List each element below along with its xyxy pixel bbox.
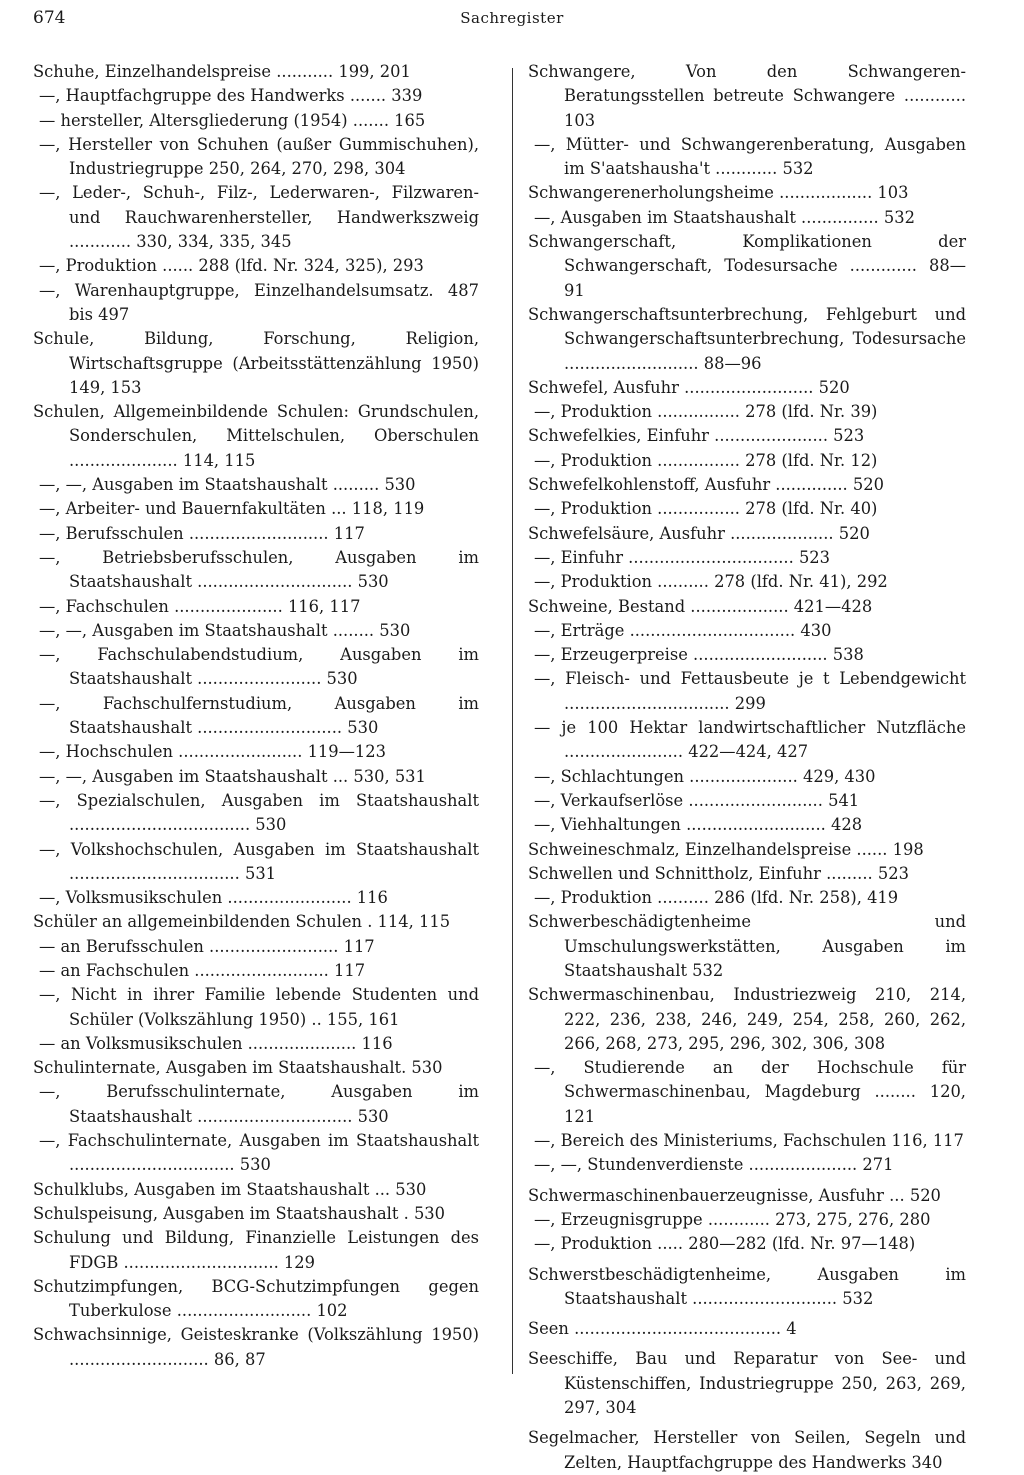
index-entry: Schulspeisung, Ausgaben im Staatshaushalt . 530 xyxy=(33,1203,446,1223)
index-entry: Segelmacher, Hersteller von Seilen, Segeln und Zelten, Hauptfachgruppe des Handwerks 340 xyxy=(528,1428,966,1472)
index-entry: Seen ........................................ 4 xyxy=(528,1319,797,1339)
index-entry: —, Produktion ................ 278 (lfd. Nr. 40) xyxy=(534,499,878,519)
index-entry: —, Leder-, Schuh-, Filz-, Lederwaren-, Filzwaren- und Rauchwarenhersteller, Handwerkszweig ............ 330, 334, 335, 345 xyxy=(39,183,479,252)
page-number: 674 xyxy=(33,8,66,28)
index-entry: Schwerbeschädigtenheime und Umschulungswerkstätten, Ausgaben im Staatshaushalt 532 xyxy=(528,912,966,980)
index-entry: Schwachsinnige, Geisteskranke (Volkszählung 1950) ........................... 86, 87 xyxy=(33,1325,479,1369)
index-entry: Schweineschmalz, Einzelhandelspreise ...... 198 xyxy=(528,839,924,859)
index-entry: Schuhe, Einzelhandelspreise ........... 199, 201 xyxy=(33,62,411,81)
index-entry: —, Fachschulinternate, Ausgaben im Staatshaushalt ................................ 530 xyxy=(39,1131,479,1175)
page-title: Sachregister xyxy=(460,9,564,27)
index-entry: —, Fleisch- und Fettausbeute je t Lebendgewicht ................................ 299 xyxy=(534,669,966,713)
index-entry: —, Erzeugerpreise .......................... 538 xyxy=(534,645,864,665)
index-entry: Schwefelsäure, Ausfuhr .................... 520 xyxy=(528,523,870,543)
index-entry: —, Betriebsberufsschulen, Ausgaben im Staatshaushalt .............................. 530 xyxy=(39,547,479,592)
index-entry: —, Mütter- und Schwangerenberatung, Ausgaben im S'aatshausha't ............ 532 xyxy=(534,134,966,179)
index-entry: —, —, Ausgaben im Staatshaushalt ........ 530 xyxy=(39,620,411,640)
index-entry: Schulen, Allgemeinbildende Schulen: Grundschulen, Sonderschulen, Mittelschulen, Oberschulen ..................... 114, 115 xyxy=(33,402,479,470)
index-entry: Schwefel, Ausfuhr ......................... 520 xyxy=(528,377,850,397)
index-entry: Schwangerenerholungsheime .................. 103 xyxy=(528,183,909,203)
index-entry: Schweine, Bestand ................... 421—428 xyxy=(528,596,873,616)
index-entry: —, Hersteller von Schuhen (außer Gummischuhen), Industriegruppe 250, 264, 270, 298, 304 xyxy=(39,134,479,179)
index-entry: —, Arbeiter- und Bauernfakultäten ... 118, 119 xyxy=(39,499,425,519)
index-entry: —, Volkshochschulen, Ausgaben im Staatshaushalt ................................. 531 xyxy=(39,839,479,883)
index-entry: —, Erträge ................................ 430 xyxy=(534,620,832,640)
index-entry: Schwangerschaftsunterbrechung, Fehlgeburt und Schwangerschaftsunterbrechung, Todesursache .......................... 88—96 xyxy=(528,304,966,373)
index-entry: —, Einfuhr ................................ 523 xyxy=(534,547,831,567)
index-entry: — an Fachschulen .......................... 117 xyxy=(39,960,366,980)
index-entry: Schwefelkies, Einfuhr ...................... 523 xyxy=(528,426,865,446)
index-entry: —, Ausgaben im Staatshaushalt ............... 532 xyxy=(534,207,915,227)
index-entry: —, Erzeugnisgruppe ............ 273, 275, 276, 280 xyxy=(534,1209,931,1229)
index-entry: — je 100 Hektar landwirtschaftlicher Nutzfläche ....................... 422—424, 427 xyxy=(534,718,966,762)
index-entry: —, Produktion ................ 278 (lfd. Nr. 12) xyxy=(534,450,878,470)
index-entry: Seeschiffe, Bau und Reparatur von See- und Küstenschiffen, Industriegruppe 250, 263, 269, 297, 304 xyxy=(528,1349,966,1418)
index-entry: —, Produktion .......... 286 (lfd. Nr. 258), 419 xyxy=(534,888,899,908)
index-entry: —, Produktion ................ 278 (lfd. Nr. 39) xyxy=(534,402,878,422)
column-divider xyxy=(512,68,513,1374)
index-entry: —, Studierende an der Hochschule für Schwermaschinenbau, Magdeburg ........ 120, 121 xyxy=(534,1058,966,1126)
index-entry: —, Fachschulabendstudium, Ausgaben im Staatshaushalt ........................ 530 xyxy=(39,645,479,689)
index-entry: Schulklubs, Ausgaben im Staatshaushalt ... 530 xyxy=(33,1179,427,1199)
index-entry: Schulinternate, Ausgaben im Staatshaushalt. 530 xyxy=(33,1058,443,1078)
index-entry: Schwangerschaft, Komplikationen der Schwangerschaft, Todesursache ............. 88—91 xyxy=(528,232,966,300)
index-entry: Schule, Bildung, Forschung, Religion, Wirtschaftsgruppe (Arbeitsstättenzählung 1950) 149, 153 xyxy=(33,329,479,397)
index-entry: —, Bereich des Ministeriums, Fachschulen 116, 117 xyxy=(534,1131,964,1151)
index-entry: —, Hochschulen ........................ 119—123 xyxy=(39,742,387,762)
index-entry: —, Viehhaltungen ........................... 428 xyxy=(534,815,863,835)
index-entry: Schwerstbeschädigtenheime, Ausgaben im Staatshaushalt ............................ 532 xyxy=(528,1264,966,1308)
index-entry: —, —, Ausgaben im Staatshaushalt ......... 530 xyxy=(39,475,416,495)
index-entry: Schwermaschinenbau, Industriezweig 210, 214, 222, 236, 238, 246, 249, 254, 258, 260, 262, 266, 268, 273, 295, 296, 302, 306, 308 xyxy=(528,985,966,1053)
index-entry: —, —, Stundenverdienste ..................... 271 xyxy=(534,1155,894,1175)
index-entry: Schutzimpfungen, BCG-Schutzimpfungen gegen Tuberkulose .......................... 102 xyxy=(33,1276,479,1321)
index-entry: —, Verkaufserlöse .......................... 541 xyxy=(534,790,860,810)
index-entry: —, Berufsschulen ........................... 117 xyxy=(39,523,365,543)
index-entry: —, Warenhauptgruppe, Einzelhandelsumsatz. 487 bis 497 xyxy=(39,280,479,324)
index-entry: Schüler an allgemeinbildenden Schulen . 114, 115 xyxy=(33,912,451,932)
index-entry: —, —, Ausgaben im Staatshaushalt ... 530, 531 xyxy=(39,766,426,786)
index-entry: Schwangere, Von den Schwangeren-Beratungsstellen betreute Schwangere ............ 103 xyxy=(528,62,966,130)
index-entry: —, Schlachtungen ..................... 429, 430 xyxy=(534,766,876,786)
index-entry: Schwefelkohlenstoff, Ausfuhr .............. 520 xyxy=(528,475,884,495)
index-entry: Schwermaschinenbauerzeugnisse, Ausfuhr ... 520 xyxy=(528,1185,941,1205)
index-entry: —, Produktion ...... 288 (lfd. Nr. 324, 325), 293 xyxy=(39,256,424,276)
index-entry: —, Fachschulfernstudium, Ausgaben im Staatshaushalt ............................ 530 xyxy=(39,693,479,738)
index-entry: —, Nicht in ihrer Familie lebende Studenten und Schüler (Volkszählung 1950) .. 155, 161 xyxy=(39,985,479,1029)
index-entry: —, Volksmusikschulen ........................ 116 xyxy=(39,888,388,908)
index-column-right xyxy=(528,60,966,1475)
index-entry: — an Volksmusikschulen ..................... 116 xyxy=(39,1033,393,1053)
index-entry: Schwellen und Schnittholz, Einfuhr ......... 523 xyxy=(528,863,909,883)
index-entry: —, Berufsschulinternate, Ausgaben im Staatshaushalt .............................. 530 xyxy=(39,1082,479,1126)
index-entry: — an Berufsschulen ......................... 117 xyxy=(39,936,375,956)
index-entry: —, Produktion ..... 280—282 (lfd. Nr. 97—148) xyxy=(534,1234,916,1254)
index-entry: Schulung und Bildung, Finanzielle Leistungen des FDGB .............................. 129 xyxy=(33,1228,479,1272)
index-entry: —, Produktion .......... 278 (lfd. Nr. 41), 292 xyxy=(534,572,888,592)
index-column-left xyxy=(33,60,479,1372)
index-entry: — hersteller, Altersgliederung (1954) ....... 165 xyxy=(39,110,426,130)
index-entry: —, Hauptfachgruppe des Handwerks ....... 339 xyxy=(39,86,423,106)
index-entry: —, Fachschulen ..................... 116, 117 xyxy=(39,596,361,616)
index-entry: —, Spezialschulen, Ausgaben im Staatshaushalt ................................... 530 xyxy=(39,790,479,835)
